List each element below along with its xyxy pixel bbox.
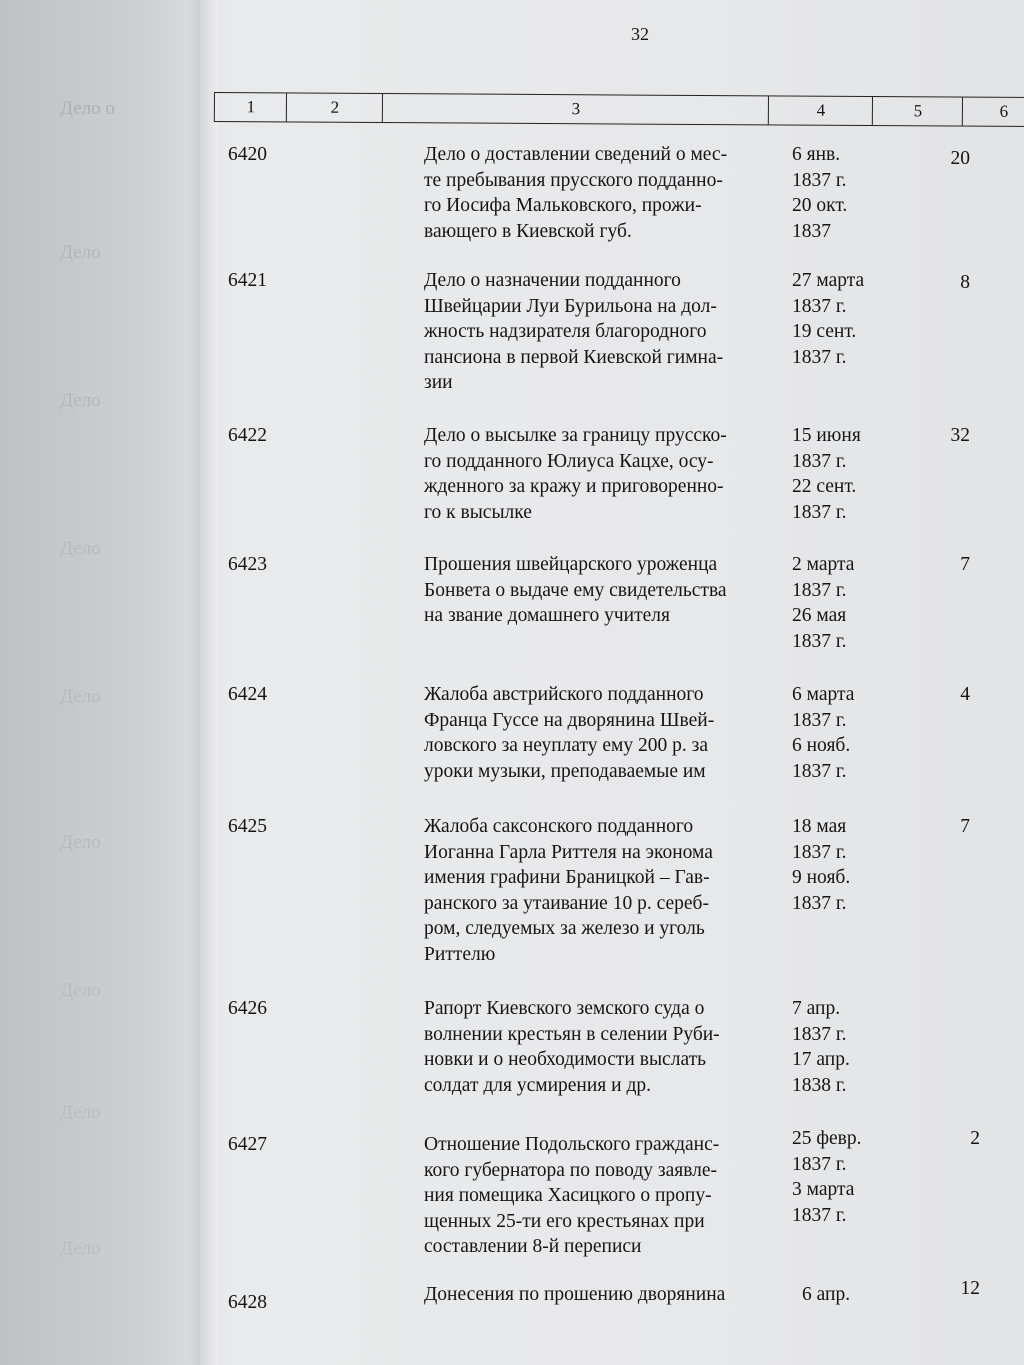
- column-header-row: [214, 92, 1024, 127]
- description-line: го к высылке: [424, 501, 532, 523]
- date-line: 27 марта: [792, 270, 865, 291]
- entry-description: [424, 142, 784, 244]
- date-line: 3 марта: [792, 1179, 855, 1200]
- date-line: 1837 г.: [792, 630, 847, 652]
- date-line: 1837 г.: [792, 892, 847, 914]
- date-line: 20 окт.: [792, 195, 848, 216]
- description-line: го Иосифа Мальковского, прожи-: [424, 195, 702, 216]
- entry-description: [424, 552, 784, 629]
- description-line: го подданного Юлиуса Кацхе, осу-: [424, 450, 714, 472]
- date-line: 6 янв.: [792, 144, 841, 165]
- description-line: те пребывания прусского подданно-: [424, 169, 723, 191]
- description-line: Отношение Подольского гражданс-: [424, 1134, 720, 1155]
- description-line: Риттелю: [424, 943, 496, 965]
- entry-description: [424, 682, 784, 784]
- entry-dates: [792, 814, 892, 916]
- entry-sheet-count: 32: [950, 425, 970, 446]
- description-line: волнении крестьян в селении Руби-: [424, 1023, 720, 1045]
- description-line: имения графини Браницкой – Гав-: [424, 867, 710, 888]
- date-line: 6 нояб.: [792, 735, 851, 756]
- description-line: ранского за утаивание 10 р. сереб-: [424, 892, 709, 914]
- description-line: жность надзирателя благородного: [424, 321, 707, 342]
- date-line: 1837 г.: [792, 169, 847, 191]
- date-line: 7 апр.: [792, 998, 841, 1019]
- date-line: 1837 г.: [792, 1023, 847, 1045]
- date-line: 1837 г.: [792, 1153, 847, 1175]
- column-header-6: 6: [962, 98, 1024, 127]
- entry-dates: [792, 423, 892, 525]
- description-line: Дело о назначении подданного: [424, 270, 681, 291]
- entry-dates: [792, 268, 892, 370]
- entry-sheet-count: 8: [960, 272, 970, 293]
- left-page-fragment: Дело: [60, 686, 101, 707]
- date-line: 1837 г.: [792, 1204, 847, 1226]
- left-page: [0, 0, 200, 1365]
- date-line: 26 мая: [792, 605, 847, 626]
- description-line: солдат для усмирения и др.: [424, 1074, 652, 1096]
- date-line: 1837 г.: [792, 295, 847, 317]
- description-line: Дело о доставлении сведений о мес-: [424, 144, 728, 165]
- date-line: 1837 г.: [792, 579, 847, 601]
- description-line: Бонвета о выдаче ему свидетельства: [424, 579, 727, 601]
- date-line: 1837 г.: [792, 709, 847, 731]
- description-line: Франца Гуссе на дворянина Швей-: [424, 709, 715, 731]
- entry-number: 6426: [228, 998, 267, 1019]
- left-page-fragment: Дело: [60, 832, 101, 853]
- date-line: 1837: [792, 220, 831, 242]
- entry-sheet-count: 2: [970, 1128, 980, 1149]
- page-number: 32: [631, 24, 649, 44]
- description-line: Рапорт Киевского земского суда о: [424, 998, 705, 1019]
- entry-sheet-count: 7: [960, 554, 970, 575]
- date-line: 1837 г.: [792, 760, 847, 782]
- column-header-4: 4: [768, 96, 873, 125]
- left-page-fragment: Дело: [60, 1102, 101, 1123]
- entry-number: 6424: [228, 684, 267, 705]
- description-line: жденного за кражу и приговоренно-: [424, 476, 724, 497]
- entry-description: [424, 423, 784, 525]
- left-page-fragment: Дело: [60, 980, 101, 1001]
- entry-number: 6421: [228, 270, 267, 291]
- entry-description: [424, 996, 784, 1098]
- description-line: вающего в Киевской губ.: [424, 220, 632, 242]
- description-line: Швейцарии Луи Бурильона на дол-: [424, 295, 717, 317]
- date-line: 15 июня: [792, 425, 861, 446]
- date-line: 9 нояб.: [792, 867, 851, 888]
- left-page-fragment: Дело: [60, 538, 101, 559]
- date-line: 6 апр.: [802, 1284, 851, 1305]
- date-line: 25 февр.: [792, 1128, 862, 1149]
- entry-description: [424, 814, 784, 967]
- column-header-3: 3: [382, 94, 769, 124]
- description-line: щенных 25-ти его крестьянах при: [424, 1210, 705, 1232]
- description-line: составлении 8-й переписи: [424, 1236, 642, 1257]
- description-line: Донесения по прошению дворянина: [424, 1284, 726, 1305]
- description-line: ловского за неуплату ему 200 р. за: [424, 735, 708, 756]
- entry-dates: [792, 682, 892, 784]
- date-line: 18 мая: [792, 816, 847, 837]
- entry-number: 6423: [228, 554, 267, 575]
- column-header-1: 1: [214, 93, 287, 121]
- description-line: кого губернатора по поводу заявле-: [424, 1159, 718, 1181]
- description-line: уроки музыки, преподаваемые им: [424, 760, 706, 782]
- book-fold: [188, 0, 218, 1365]
- entry-number: 6420: [228, 144, 267, 165]
- entry-description: [424, 1282, 784, 1308]
- entry-dates: [792, 1126, 892, 1228]
- entry-sheet-count: 4: [960, 684, 970, 705]
- column-header-2: 2: [286, 93, 383, 122]
- date-line: 1837 г.: [792, 450, 847, 472]
- entry-number: 6422: [228, 425, 267, 446]
- description-line: Прошения швейцарского уроженца: [424, 554, 718, 575]
- description-line: Жалоба саксонского подданного: [424, 816, 694, 837]
- left-page-fragment: Дело: [60, 1238, 101, 1259]
- entry-sheet-count: 20: [950, 148, 970, 169]
- description-line: Дело о высылке за границу прусско-: [424, 425, 727, 446]
- date-line: 17 апр.: [792, 1049, 850, 1070]
- date-line: 6 марта: [792, 684, 855, 705]
- date-line: 1837 г.: [792, 841, 847, 863]
- date-line: 1837 г.: [792, 501, 847, 523]
- entry-number: 6425: [228, 816, 267, 837]
- date-line: 19 сент.: [792, 321, 857, 342]
- description-line: Иоганна Гарла Риттеля на эконома: [424, 841, 713, 863]
- entry-dates: [802, 1282, 902, 1308]
- entry-sheet-count: 7: [960, 816, 970, 837]
- entry-number: 6427: [228, 1134, 267, 1155]
- entry-description: [424, 268, 784, 396]
- date-line: 1838 г.: [792, 1074, 847, 1096]
- left-page-fragment: Дело о: [60, 98, 115, 119]
- entry-sheet-count: 12: [960, 1278, 980, 1299]
- description-line: на звание домашнего учителя: [424, 605, 670, 626]
- description-line: зии: [424, 372, 453, 393]
- left-page-fragment: Дело: [60, 242, 101, 263]
- entry-description: [424, 1132, 784, 1260]
- entry-dates: [792, 552, 892, 654]
- description-line: ром, следуемых за железо и уголь: [424, 918, 705, 939]
- description-line: новки и о необходимости выслать: [424, 1049, 707, 1070]
- description-line: пансиона в первой Киевской гимна-: [424, 346, 724, 368]
- entry-dates: [792, 142, 892, 244]
- date-line: 1837 г.: [792, 346, 847, 368]
- description-line: ния помещика Хасицкого о пропу-: [424, 1185, 712, 1206]
- date-line: 22 сент.: [792, 476, 857, 497]
- date-line: 2 марта: [792, 554, 855, 575]
- entry-dates: [792, 996, 892, 1098]
- description-line: Жалоба австрийского подданного: [424, 684, 704, 705]
- left-page-fragment: Дело: [60, 390, 101, 411]
- entry-number: 6428: [228, 1292, 267, 1313]
- column-header-5: 5: [872, 97, 963, 126]
